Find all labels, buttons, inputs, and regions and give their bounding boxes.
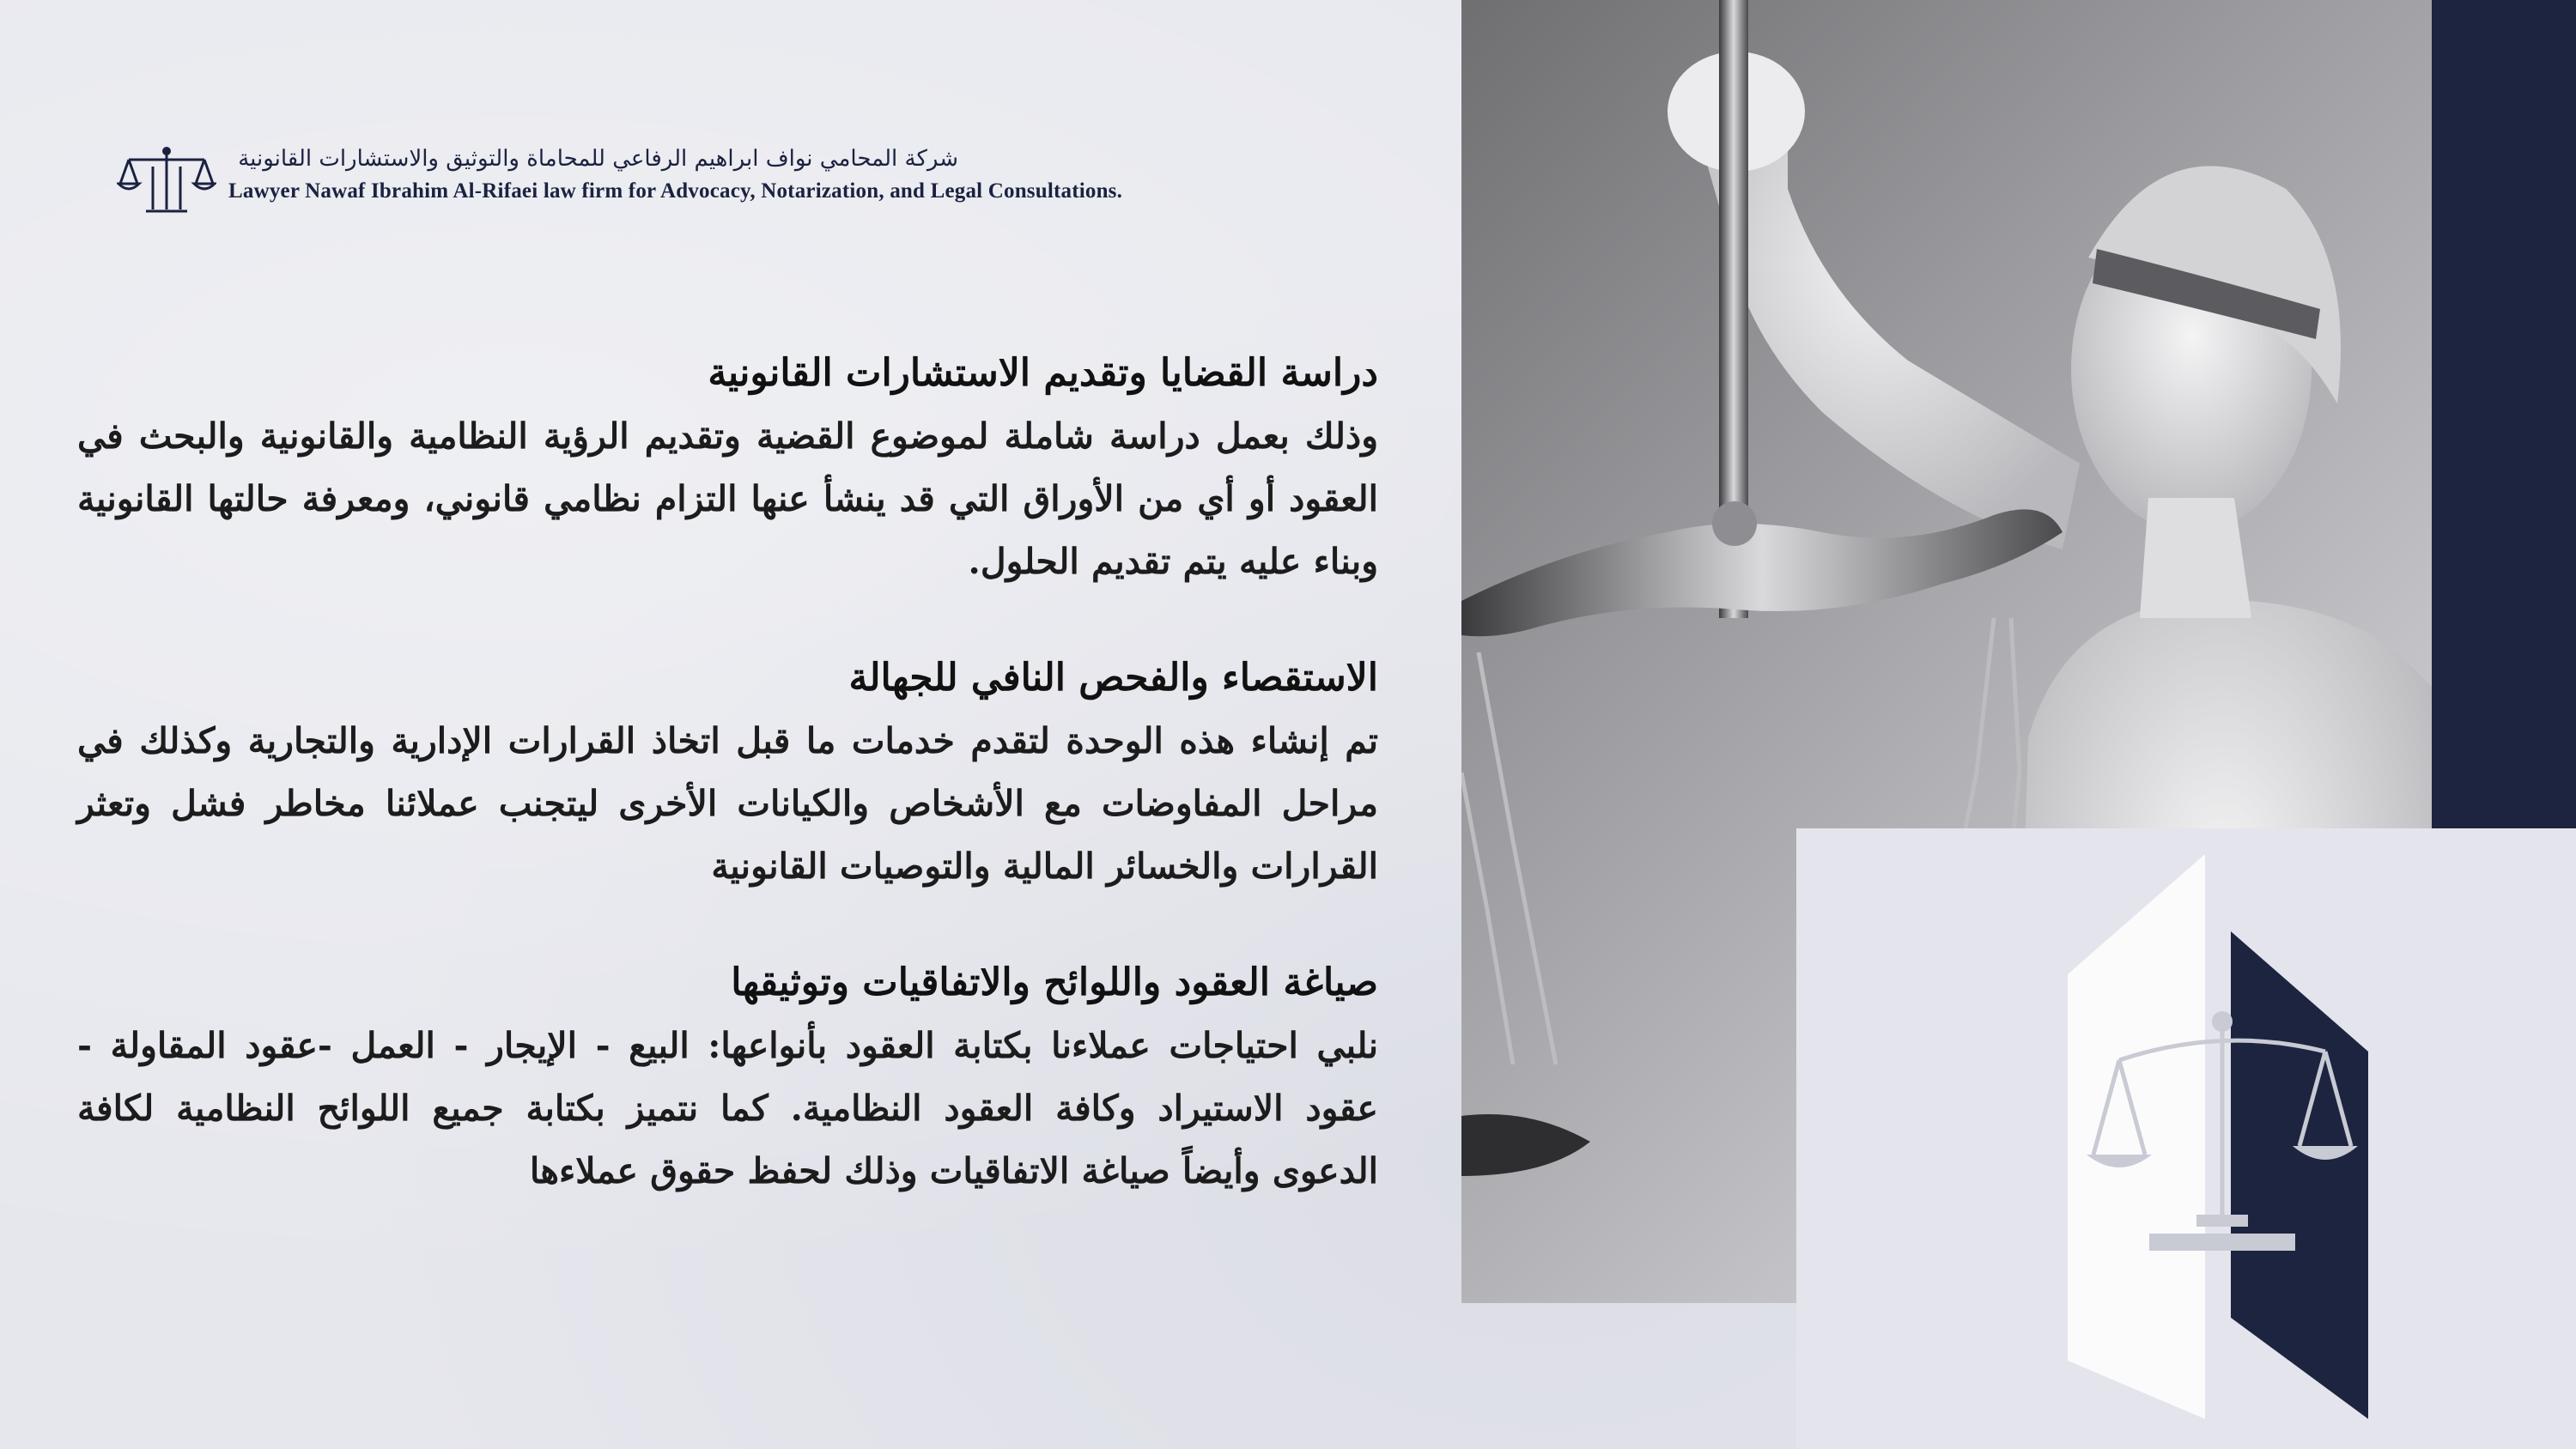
company-name-arabic: شركة المحامي نواف ابراهيم الرفاعي للمحاماة والتوثيق والاستشارات القانونية: [238, 146, 958, 172]
section-body: تم إنشاء هذه الوحدة لتقدم خدمات ما قبل اتخاذ القرارات الإدارية والتجارية وكذلك في مراحل المفاوضات مع الأشخاص والكيانات الأخرى ليتجنب عملائنا مخاطر فشل وتعثر القرارات والخسائر المالية والتوصيات القانونية: [77, 720, 1378, 887]
section-body: وذلك بعمل دراسة شاملة لموضوع القضية وتقديم الرؤية النظامية والقانونية والبحث في العقود أو أي من الأوراق التي قد ينشأ عنها التزام نظامي قانوني، ومعرفة حالتها القانونية وبناء عليه يتم تقديم الحلول.: [77, 415, 1378, 582]
section-title: الاستقصاء والفحص النافي للجهالة: [848, 656, 1378, 700]
service-section: [77, 342, 1378, 593]
section-title: صياغة العقود واللوائح والاتفاقيات وتوثيقها: [731, 961, 1378, 1004]
scales-emblem-icon: [2068, 846, 2377, 1419]
scales-of-justice-icon: [117, 144, 216, 216]
service-section: [77, 951, 1378, 1203]
navy-accent-strip: [2432, 0, 2576, 828]
section-title: دراسة القضايا وتقديم الاستشارات القانونية: [708, 351, 1378, 395]
service-section: [77, 646, 1378, 898]
firm-logo: [117, 141, 1233, 218]
section-body: نلبي احتياجات عملاءنا بكتابة العقود بأنواعها: البيع - الإيجار - العمل -عقود المقاولة - عقود الاستيراد وكافة العقود النظامية. كما نتميز بكتابة جميع اللوائح النظامية لكافة الدعوى وأيضاً صياغة الاتفاقيات وذلك لحفظ حقوق عملاءها: [77, 1025, 1378, 1191]
services-text: [77, 342, 1378, 1256]
company-name-english: Lawyer Nawaf Ibrahim Al-Rifaei law firm for Advocacy, Notarization, and Legal Consultations.: [228, 179, 1123, 203]
